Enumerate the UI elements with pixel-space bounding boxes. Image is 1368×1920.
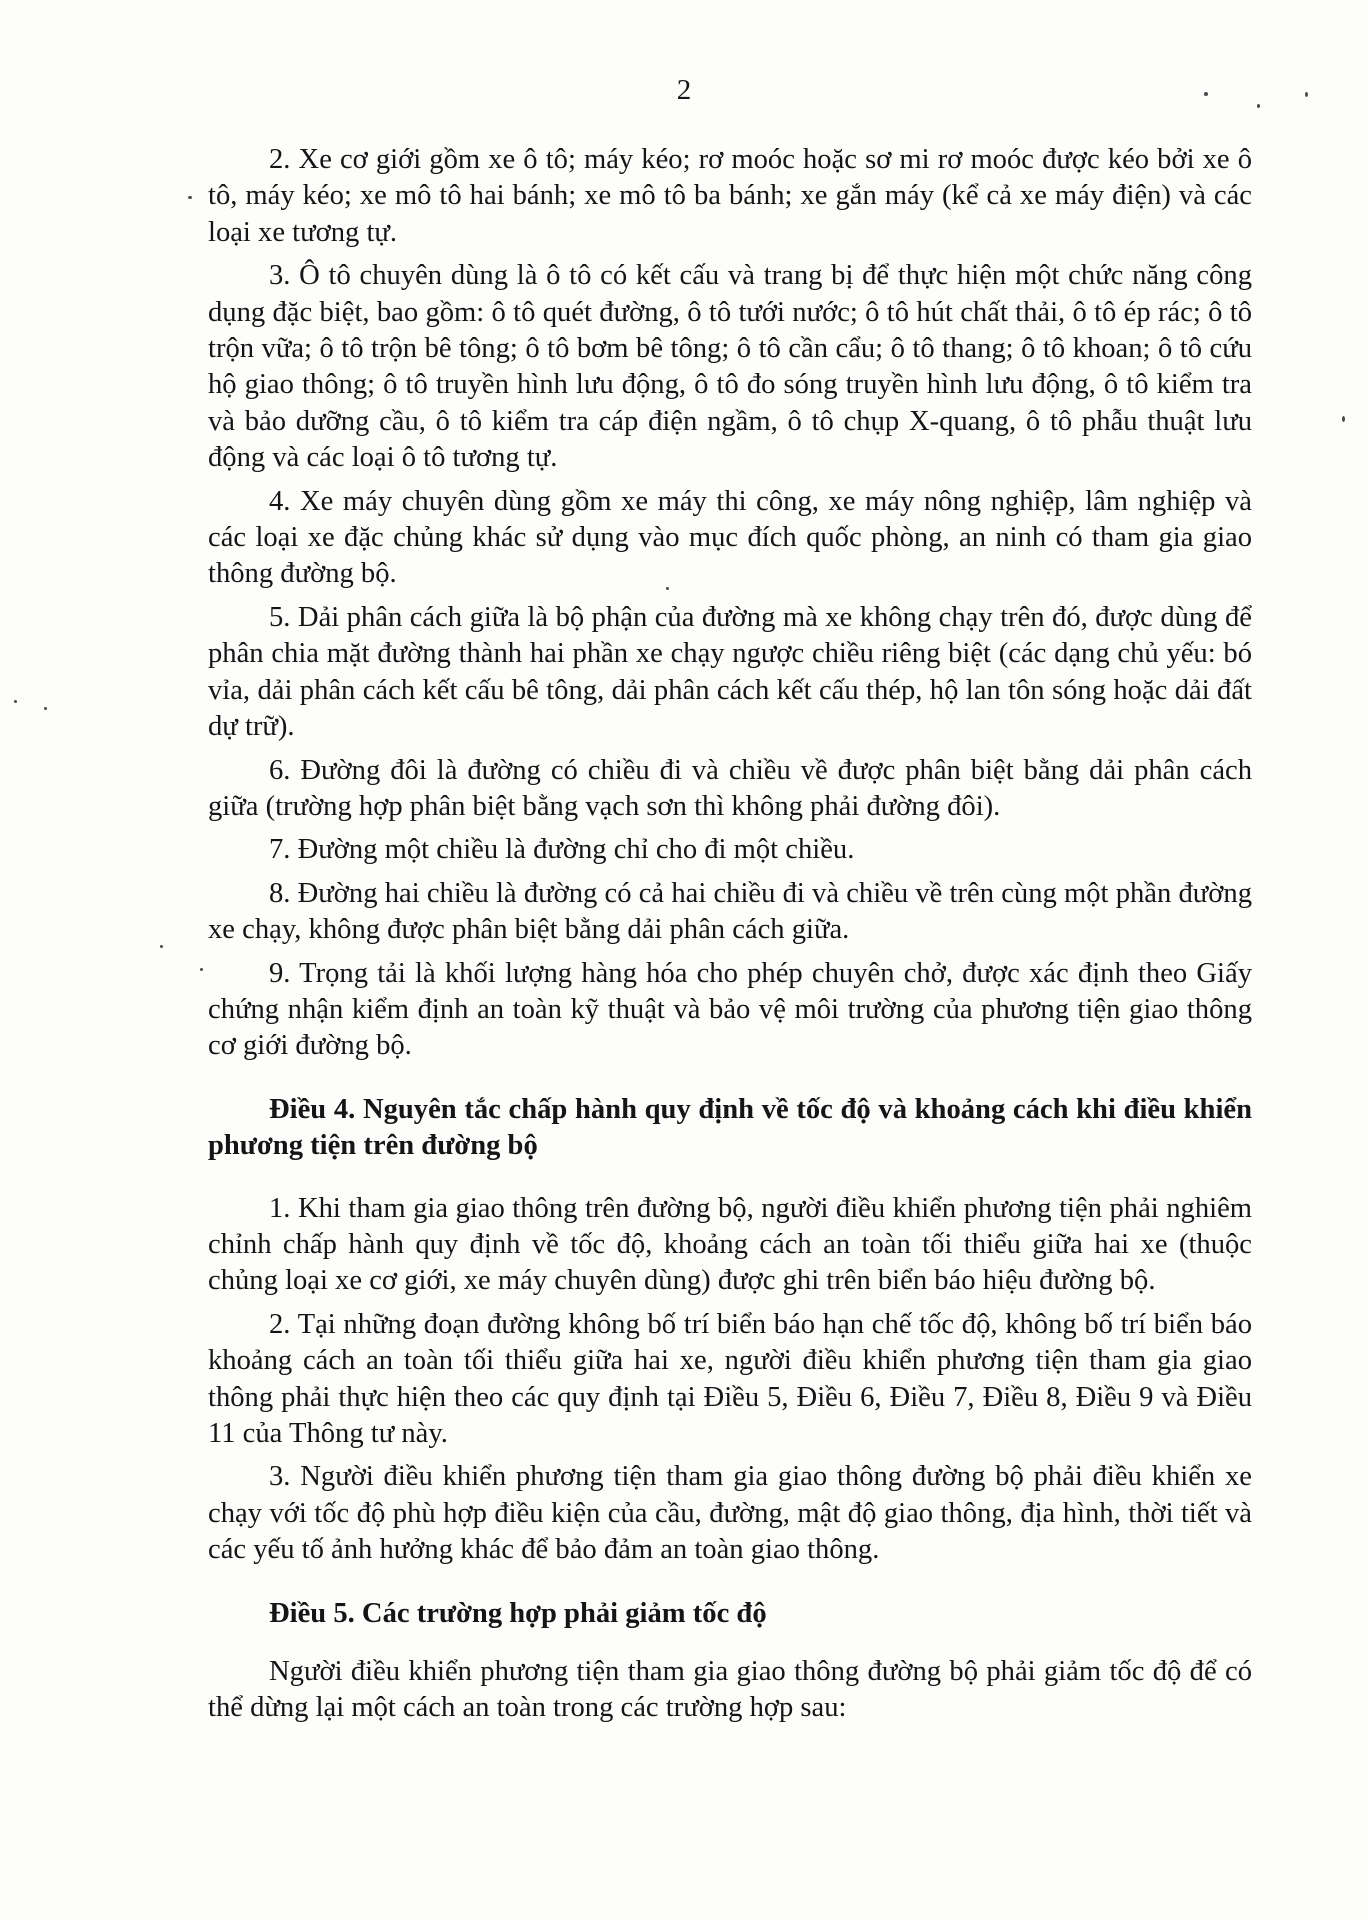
clause-6-dual-road: 6. Đường đôi là đường có chiều đi và chiều về được phân biệt bằng dải phân cách giữa (trường hợp phân biệt bằng vạch sơn thì không phải đường đôi). bbox=[208, 754, 1252, 822]
scan-speck bbox=[14, 700, 17, 703]
document-body bbox=[208, 142, 1252, 1734]
scan-speck bbox=[1305, 92, 1308, 97]
scan-speck bbox=[1204, 92, 1208, 96]
article-4-clause-2: 2. Tại những đoạn đường không bố trí biển báo hạn chế tốc độ, không bố trí biển báo khoảng cách an toàn tối thiểu giữa hai xe, người điều khiển phương tiện tham gia giao thông phải thực hiện theo các quy định tại Điều 5, Điều 6, Điều 7, Điều 8, Điều 9 và Điều 11 của Thông tư này. bbox=[208, 1308, 1252, 1449]
article-4-clause-3: 3. Người điều khiển phương tiện tham gia giao thông đường bộ phải điều khiển xe chạy với tốc độ phù hợp điều kiện của cầu, đường, mật độ giao thông, địa hình, thời tiết và các yếu tố ảnh hưởng khác để bảo đảm an toàn giao thông. bbox=[208, 1461, 1252, 1566]
article-5-heading: Điều 5. Các trường hợp phải giảm tốc độ bbox=[269, 1597, 767, 1629]
scan-speck bbox=[1257, 104, 1260, 108]
article-4-heading: Điều 4. Nguyên tắc chấp hành quy định về tốc độ và khoảng cách khi điều khiển phương tiện trên đường bộ bbox=[208, 1093, 1252, 1162]
scan-speck bbox=[1342, 416, 1345, 422]
clause-7-one-way-road: 7. Đường một chiều là đường chỉ cho đi một chiều. bbox=[269, 834, 855, 866]
scan-speck bbox=[188, 196, 192, 199]
clause-3-special-purpose-cars: 3. Ô tô chuyên dùng là ô tô có kết cấu và trang bị để thực hiện một chức năng công dụng đặc biệt, bao gồm: ô tô quét đường, ô tô tưới nước; ô tô hút chất thải, ô tô ép rác; ô tô trộn vữa; ô tô trộn bê tông; ô tô bơm bê tông; ô tô cần cẩu; ô tô thang; ô tô khoan; ô tô cứu hộ giao thông; ô tô truyền hình lưu động, ô tô đo sóng truyền hình lưu động, ô tô kiểm tra và bảo dưỡng cầu, ô tô kiểm tra cáp điện ngầm, ô tô chụp X-quang, ô tô phẫu thuật lưu động và các loại ô tô tương tự. bbox=[208, 260, 1252, 474]
scan-speck bbox=[160, 945, 163, 948]
clause-9-load-capacity: 9. Trọng tải là khối lượng hàng hóa cho phép chuyên chở, được xác định theo Giấy chứng nhận kiểm định an toàn kỹ thuật và bảo vệ môi trường của phương tiện giao thông cơ giới đường bộ. bbox=[208, 957, 1252, 1062]
scan-speck bbox=[44, 707, 47, 710]
scan-speck bbox=[200, 968, 203, 971]
clause-5-median-strip: 5. Dải phân cách giữa là bộ phận của đường mà xe không chạy trên đó, được dùng để phân chia mặt đường thành hai phần xe chạy ngược chiều riêng biệt (các dạng chủ yếu: bó vỉa, dải phân cách kết cấu bê tông, dải phân cách kết cấu thép, hộ lan tôn sóng hoặc dải đất dự trữ). bbox=[208, 601, 1252, 743]
page-number: 2 bbox=[676, 74, 692, 106]
article-4-clause-1: 1. Khi tham gia giao thông trên đường bộ, người điều khiển phương tiện phải nghiêm chỉnh chấp hành quy định về tốc độ, khoảng cách an toàn tối thiểu giữa hai xe (thuộc chủng loại xe cơ giới, xe máy chuyên dùng) được ghi trên biển báo hiệu đường bộ. bbox=[208, 1192, 1252, 1297]
article-5-intro: Người điều khiển phương tiện tham gia giao thông đường bộ phải giảm tốc độ để có thể dừng lại một cách an toàn trong các trường hợp sau: bbox=[208, 1656, 1252, 1724]
clause-4-specialized-machines: 4. Xe máy chuyên dùng gồm xe máy thi công, xe máy nông nghiệp, lâm nghiệp và các loại xe đặc chủng khác sử dụng vào mục đích quốc phòng, an ninh có tham gia giao thông đường bộ. bbox=[208, 485, 1252, 590]
clause-2-motor-vehicles: 2. Xe cơ giới gồm xe ô tô; máy kéo; rơ moóc hoặc sơ mi rơ moóc được kéo bởi xe ô tô, máy kéo; xe mô tô hai bánh; xe mô tô ba bánh; xe gắn máy (kể cả xe máy điện) và các loại xe tương tự. bbox=[208, 144, 1252, 248]
scan-speck bbox=[666, 587, 669, 590]
clause-8-two-way-road: 8. Đường hai chiều là đường có cả hai chiều đi và chiều về trên cùng một phần đường xe chạy, không được phân biệt bằng dải phân cách giữa. bbox=[208, 877, 1252, 946]
